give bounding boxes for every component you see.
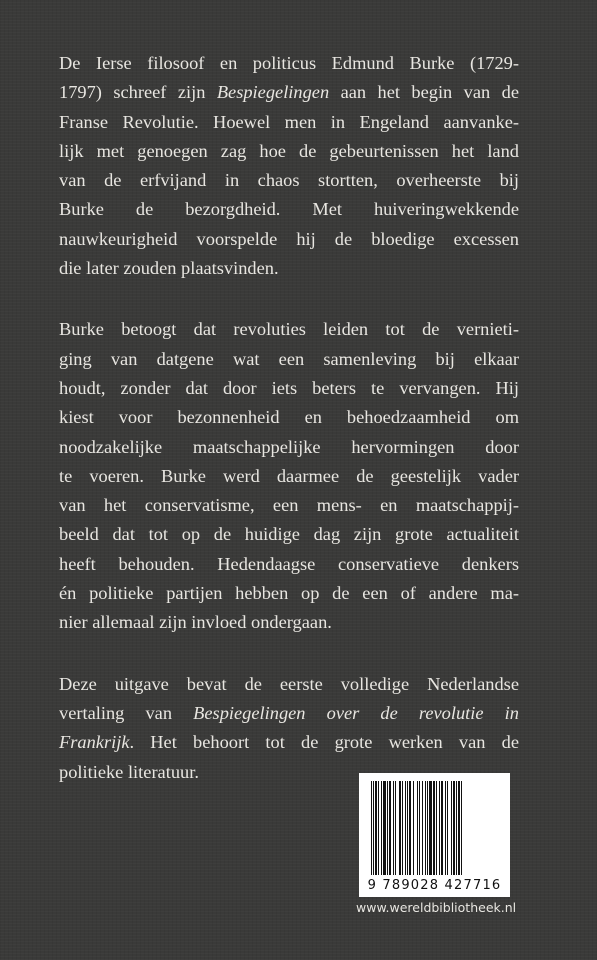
text-line bbox=[59, 433, 519, 462]
barcode-bar bbox=[381, 781, 382, 875]
barcode-bars-icon bbox=[367, 781, 502, 877]
italic-title: Bespiegelingen over de revolutie in bbox=[193, 702, 519, 723]
text-line bbox=[59, 315, 519, 344]
blurb-text bbox=[59, 49, 519, 819]
barcode-bar bbox=[456, 781, 457, 875]
barcode-bar bbox=[375, 781, 377, 875]
text-line bbox=[59, 254, 519, 283]
text-run: . Het behoort tot de grote werken van de bbox=[129, 732, 519, 753]
barcode-bar bbox=[458, 781, 460, 875]
barcode-bar bbox=[373, 781, 374, 875]
text-line bbox=[59, 195, 519, 224]
text-run: kiest voor bezonnenheid en behoedzaamheid om bbox=[59, 407, 519, 428]
text-run: aan het begin van de bbox=[329, 82, 519, 103]
text-line bbox=[59, 491, 519, 520]
barcode-bar bbox=[422, 781, 423, 875]
barcode-bar bbox=[461, 781, 462, 875]
text-run: Burke de bezorgdheid. Met huiveringwekkende bbox=[59, 199, 519, 220]
barcode-bar bbox=[371, 781, 372, 875]
text-line bbox=[59, 49, 519, 78]
text-run: heeft behouden. Hedendaagse conservatieve denkers bbox=[59, 553, 519, 574]
text-run: 1797) schreef zijn bbox=[59, 82, 217, 103]
barcode-bar bbox=[393, 781, 394, 875]
text-line bbox=[59, 403, 519, 432]
barcode-bar bbox=[387, 781, 388, 875]
text-line bbox=[59, 462, 519, 491]
text-run: van het conservatisme, een mens- en maatschappij- bbox=[59, 495, 519, 516]
text-line bbox=[59, 166, 519, 195]
text-line bbox=[59, 225, 519, 254]
text-run: te voeren. Burke werd daarmee de geestelijk vader bbox=[59, 465, 519, 486]
text-line bbox=[59, 608, 519, 637]
text-run: die later zouden plaatsvinden. bbox=[59, 258, 279, 279]
text-run: nauwkeurigheid voorspelde hij de bloedige excessen bbox=[59, 228, 519, 249]
text-run: Burke betoogt dat revoluties leiden tot de vernieti- bbox=[59, 319, 519, 340]
barcode-bar bbox=[425, 781, 426, 875]
barcode-bar bbox=[453, 781, 455, 875]
text-run: van de erfvijand in chaos stortten, overheerste bij bbox=[59, 170, 519, 191]
text-run: politieke literatuur. bbox=[59, 761, 199, 782]
barcode-bar bbox=[407, 781, 408, 875]
italic-title: Frankrijk bbox=[59, 732, 130, 753]
text-run: houdt, zonder dat door iets beters te vervangen. Hij bbox=[59, 377, 519, 398]
paragraph bbox=[59, 49, 519, 283]
barcode-bar bbox=[439, 781, 440, 875]
barcode-bar bbox=[447, 781, 448, 875]
barcode-bar bbox=[389, 781, 391, 875]
text-line bbox=[59, 699, 519, 728]
text-run: lijk met genoegen zag hoe de gebeurtenissen het land bbox=[59, 140, 519, 161]
barcode-bar bbox=[433, 781, 435, 875]
text-run: Franse Revolutie. Hoewel men in Engeland aanvanke- bbox=[59, 111, 519, 132]
text-line bbox=[59, 550, 519, 579]
text-line bbox=[59, 78, 519, 107]
barcode-bar bbox=[441, 781, 443, 875]
barcode-bar bbox=[429, 781, 432, 875]
isbn-number: 9 789028 427716 bbox=[367, 878, 502, 893]
barcode-bar bbox=[413, 781, 414, 875]
barcode-bar bbox=[409, 781, 411, 875]
text-line bbox=[59, 345, 519, 374]
paragraph bbox=[59, 315, 519, 637]
text-run: vertaling van bbox=[59, 702, 194, 723]
text-line bbox=[59, 520, 519, 549]
text-line bbox=[59, 374, 519, 403]
text-line bbox=[59, 728, 519, 757]
barcode-bar bbox=[436, 781, 437, 875]
barcode-bar bbox=[427, 781, 428, 875]
text-run: nier allemaal zijn invloed ondergaan. bbox=[59, 612, 332, 633]
text-run: beeld dat tot op de huidige dag zijn grote actualiteit bbox=[59, 524, 519, 545]
barcode-bar bbox=[399, 781, 401, 875]
text-run: én politieke partijen hebben op de een of andere ma- bbox=[59, 583, 519, 604]
text-line bbox=[59, 108, 519, 137]
barcode-bar bbox=[417, 781, 418, 875]
barcode-bar bbox=[402, 781, 403, 875]
text-run: noodzakelijke maatschappelijke hervormingen door bbox=[59, 436, 519, 457]
barcode-bar bbox=[395, 781, 396, 875]
text-run: Deze uitgave bevat de eerste volledige Nederlandse bbox=[59, 673, 519, 694]
text-run: De Ierse filosoof en politicus Edmund Burke (1729- bbox=[59, 53, 519, 73]
barcode-bar bbox=[445, 781, 446, 875]
text-run: ging van datgene wat een samenleving bij elkaar bbox=[59, 348, 519, 369]
barcode-bar bbox=[451, 781, 452, 875]
publisher-website: www.wereldbibliotheek.nl bbox=[356, 900, 517, 915]
isbn-barcode bbox=[359, 773, 510, 897]
barcode-bar bbox=[419, 781, 420, 875]
paragraph bbox=[59, 670, 519, 787]
italic-title: Bespiegelingen bbox=[216, 82, 330, 103]
text-line bbox=[59, 579, 519, 608]
text-line bbox=[59, 670, 519, 699]
barcode-bar bbox=[378, 781, 379, 875]
barcode-bar bbox=[383, 781, 386, 875]
barcode-bar bbox=[405, 781, 406, 875]
text-line bbox=[59, 137, 519, 166]
